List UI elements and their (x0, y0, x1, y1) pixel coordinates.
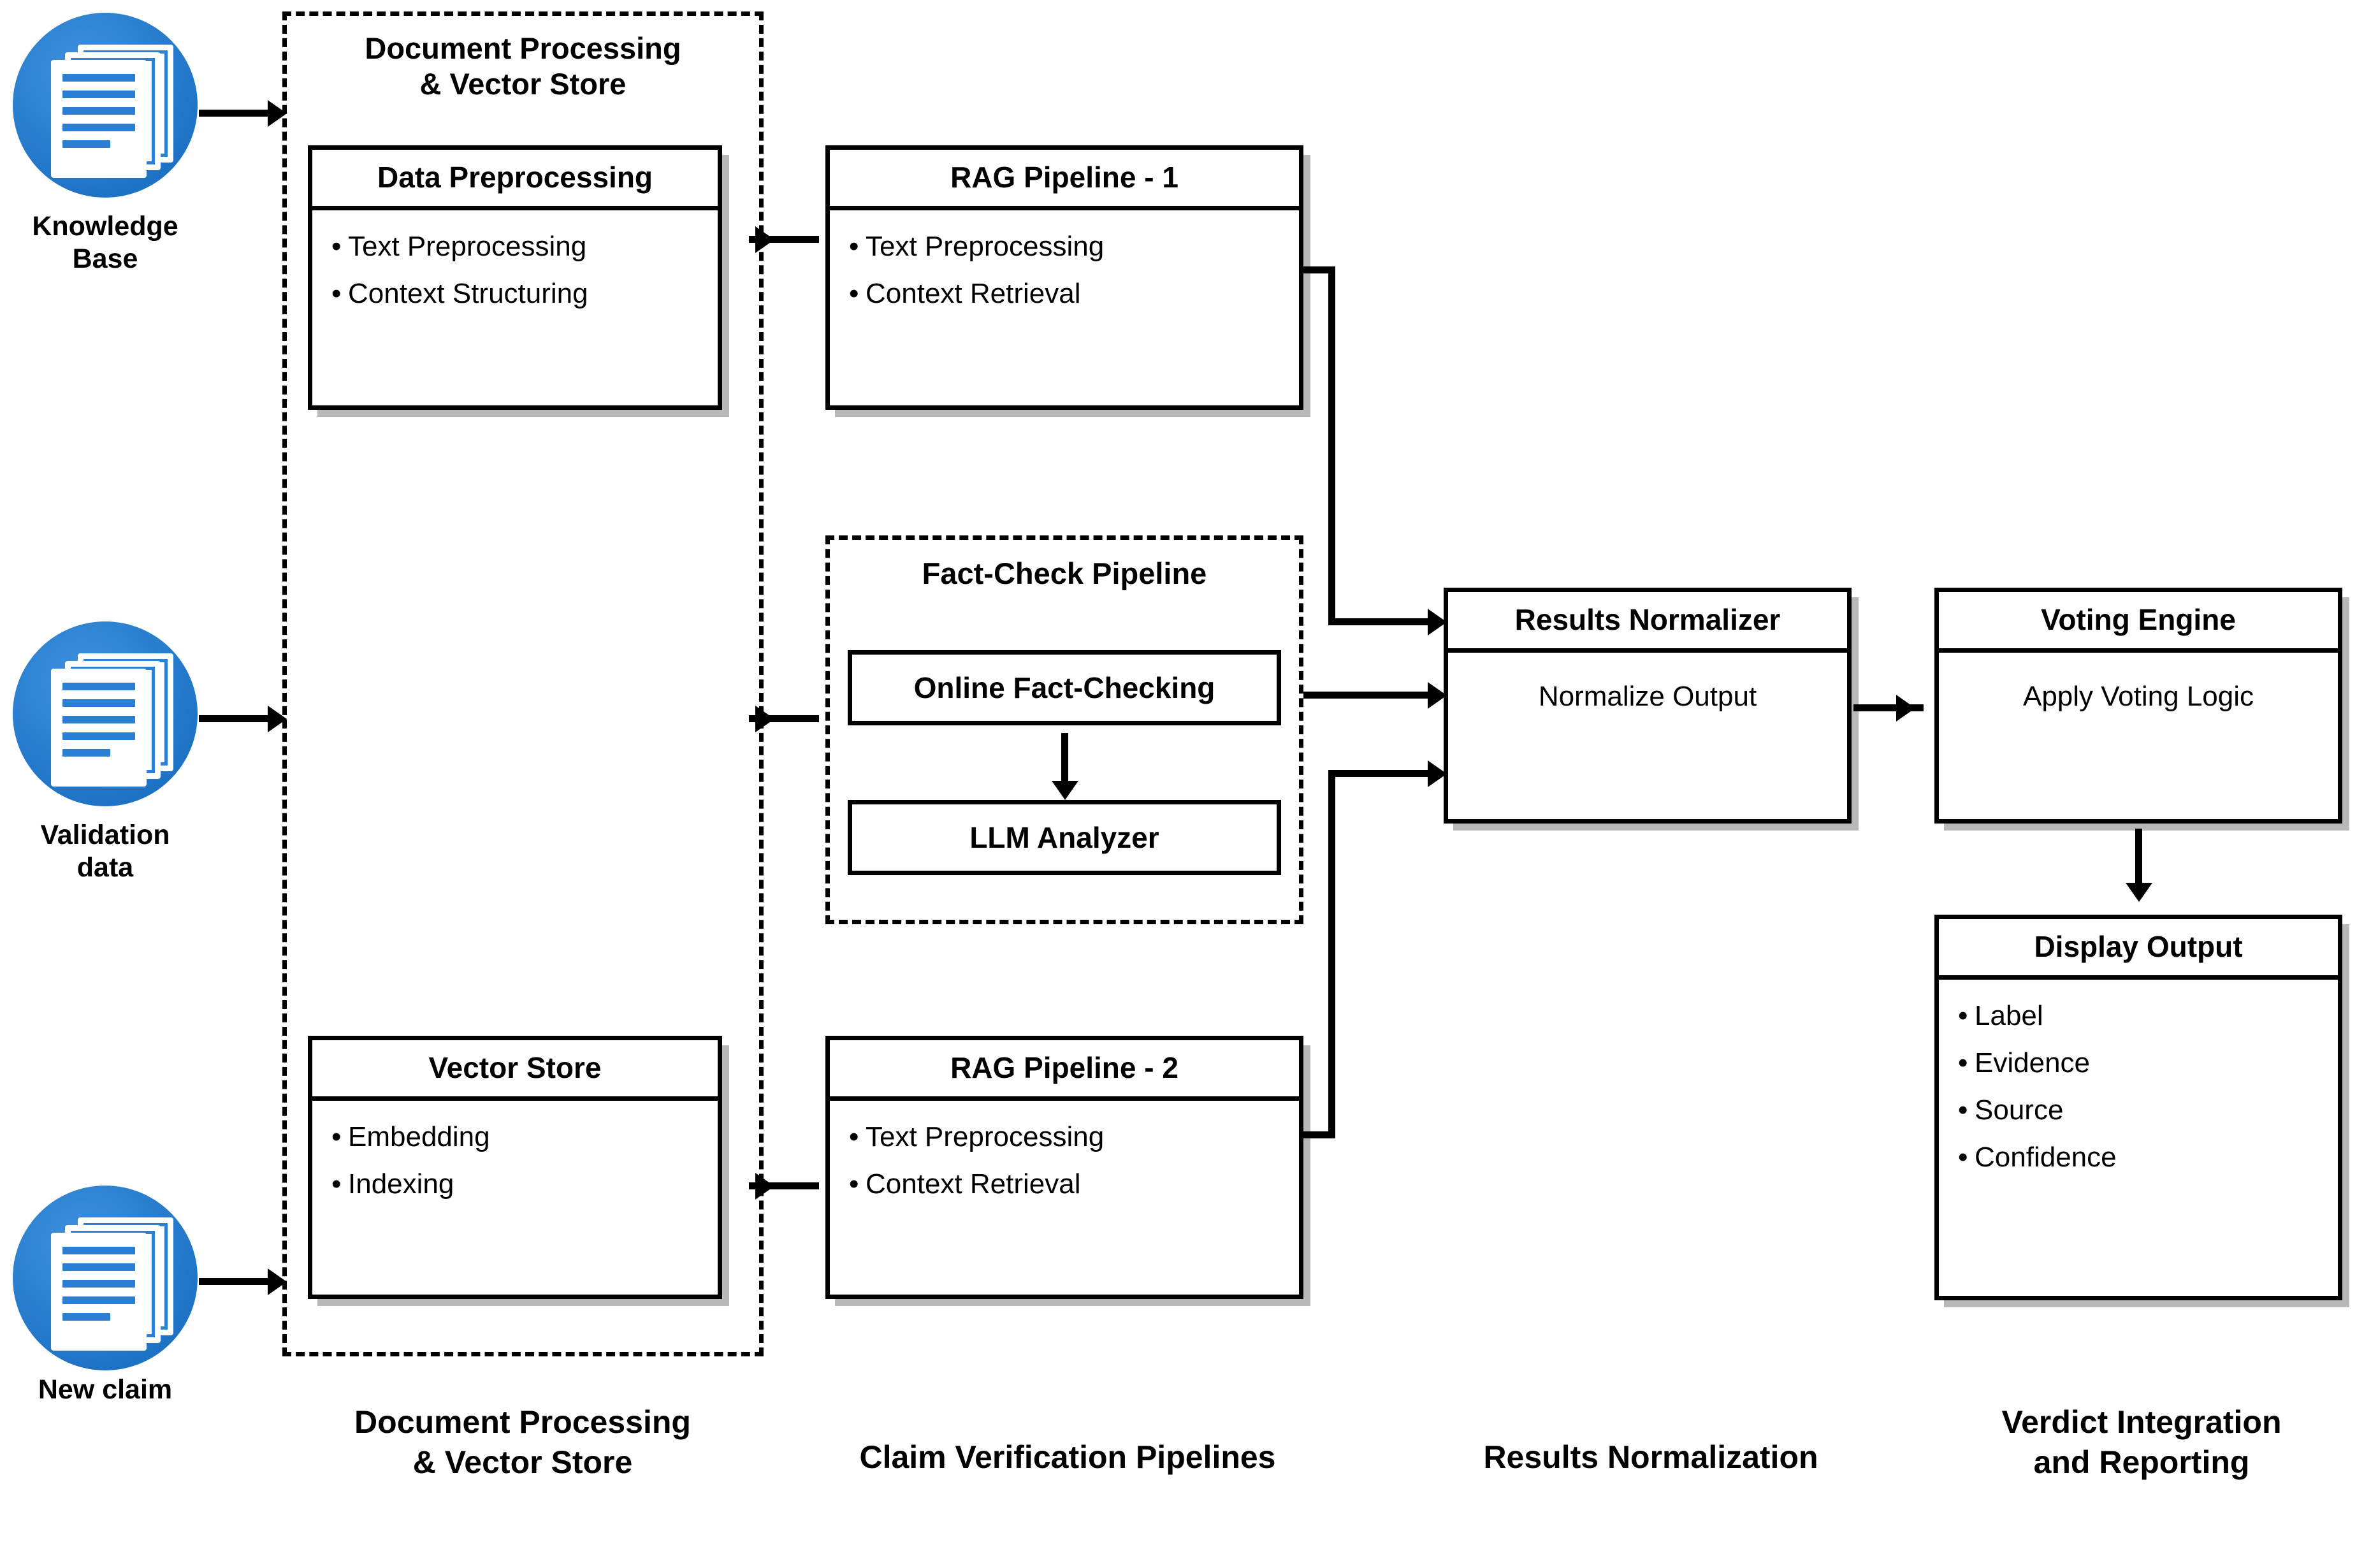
node-display-output-items (1939, 992, 2338, 1181)
node-data-preprocessing[interactable] (308, 145, 722, 410)
doc-lines (62, 683, 135, 776)
node-online-fact-checking[interactable] (848, 650, 1281, 725)
doc-lines (62, 74, 135, 167)
arrow-group-to-factcheck-head (755, 706, 774, 732)
knowledge-base-label-line1: Knowledge (32, 211, 178, 242)
column-caption-claim-verification (784, 1437, 1351, 1477)
fact-check-pipeline-group-title-text: Fact-Check Pipeline (922, 556, 1207, 590)
node-vector-store-title: Vector Store (312, 1040, 718, 1101)
list-item: • Embedding (312, 1114, 718, 1161)
column-caption-document-processing (255, 1402, 790, 1482)
node-rag-pipeline-2-title: RAG Pipeline - 2 (830, 1040, 1299, 1101)
validation-data-label-line2: data (76, 852, 134, 883)
arrow-factcheck-to-llm-line (1061, 733, 1068, 787)
node-rag-pipeline-1[interactable] (825, 145, 1303, 410)
column-caption-document-processing-line1: Document Processing (354, 1404, 691, 1440)
node-voting-engine[interactable] (1934, 588, 2342, 824)
new-claim-label-line1: New claim (38, 1374, 173, 1405)
document-processing-group-title (295, 31, 751, 103)
node-data-preprocessing-body (312, 210, 718, 329)
column-caption-document-processing-line2: & Vector Store (412, 1444, 633, 1480)
arrow-validation-to-group-line (199, 715, 269, 722)
node-rag-pipeline-1-body (830, 210, 1299, 329)
arrow-factcheck-to-llm-head (1052, 781, 1078, 800)
node-data-preprocessing-title: Data Preprocessing (312, 150, 718, 210)
doc-lines (62, 1247, 135, 1340)
node-rag-pipeline-2-items (830, 1114, 1299, 1208)
document-processing-group-title-line1: Document Processing (365, 31, 681, 65)
arrow-rag2-to-normalizer-seg2 (1328, 770, 1335, 1138)
arrow-newclaim-to-group-line (199, 1278, 269, 1285)
knowledge-base-label (0, 210, 210, 275)
arrow-rag1-to-normalizer-seg3 (1328, 618, 1433, 625)
node-vector-store-items (312, 1114, 718, 1208)
node-rag-pipeline-1-title: RAG Pipeline - 1 (830, 150, 1299, 210)
validation-data-label-line1: Validation (40, 820, 170, 850)
column-caption-verdict-integration-line1: Verdict Integration (2001, 1404, 2282, 1440)
node-rag-pipeline-1-items (830, 223, 1299, 317)
node-display-output[interactable] (1934, 915, 2342, 1300)
documents-stack-icon-knowledge-base (13, 13, 198, 198)
column-caption-results-normalization-text: Results Normalization (1483, 1439, 1818, 1475)
arrow-kb-to-group-line (199, 110, 269, 117)
list-item: • Text Preprocessing (312, 223, 718, 270)
column-caption-verdict-integration (1925, 1402, 2358, 1482)
list-item: • Label (1939, 992, 2338, 1040)
column-caption-results-normalization (1415, 1437, 1887, 1477)
column-caption-verdict-integration-line2: and Reporting (2033, 1444, 2250, 1480)
list-item: • Context Structuring (312, 270, 718, 317)
new-claim-label (0, 1374, 210, 1406)
node-results-normalizer-body: Normalize Output (1538, 681, 1757, 712)
list-item: • Text Preprocessing (830, 223, 1299, 270)
arrow-normalizer-to-voting-head (1896, 695, 1915, 722)
list-item: • Source (1939, 1087, 2338, 1134)
list-item: • Context Retrieval (830, 1161, 1299, 1208)
arrow-voting-to-display-head (2126, 883, 2152, 902)
arrow-rag1-to-normalizer-seg2 (1328, 266, 1335, 625)
documents-stack-icon-validation-data (13, 621, 198, 806)
node-vector-store[interactable] (308, 1036, 722, 1299)
arrow-vectorstore-to-rag2-head (755, 1173, 774, 1200)
list-item: • Text Preprocessing (830, 1114, 1299, 1161)
list-item: • Evidence (1939, 1040, 2338, 1087)
node-data-preprocessing-items (312, 223, 718, 317)
arrow-factcheck-to-normalizer-line (1303, 692, 1434, 699)
node-online-fact-checking-title: Online Fact-Checking (913, 671, 1215, 704)
list-item: • Context Retrieval (830, 270, 1299, 317)
node-results-normalizer-title: Results Normalizer (1448, 592, 1847, 653)
list-item: • Confidence (1939, 1134, 2338, 1181)
fact-check-pipeline-group-title (825, 556, 1303, 592)
node-voting-engine-title: Voting Engine (1939, 592, 2338, 653)
list-item: • Indexing (312, 1161, 718, 1208)
node-rag-pipeline-2-body (830, 1101, 1299, 1219)
documents-stack-icon-new-claim (13, 1186, 198, 1370)
node-voting-engine-body: Apply Voting Logic (2022, 681, 2254, 712)
validation-data-label (0, 819, 210, 883)
node-display-output-title: Display Output (1939, 919, 2338, 980)
arrow-rag2-to-normalizer-seg3 (1328, 770, 1433, 777)
node-llm-analyzer[interactable] (848, 800, 1281, 875)
node-rag-pipeline-2[interactable] (825, 1036, 1303, 1299)
arrow-preproc-to-rag1-head (755, 226, 774, 253)
knowledge-base-label-line2: Base (72, 243, 138, 274)
node-vector-store-body (312, 1101, 718, 1219)
column-caption-claim-verification-text: Claim Verification Pipelines (859, 1439, 1276, 1475)
node-display-output-body (1939, 980, 2338, 1193)
document-processing-group-title-line2: & Vector Store (419, 67, 627, 101)
node-llm-analyzer-title: LLM Analyzer (969, 821, 1159, 854)
node-results-normalizer[interactable] (1444, 588, 1852, 824)
